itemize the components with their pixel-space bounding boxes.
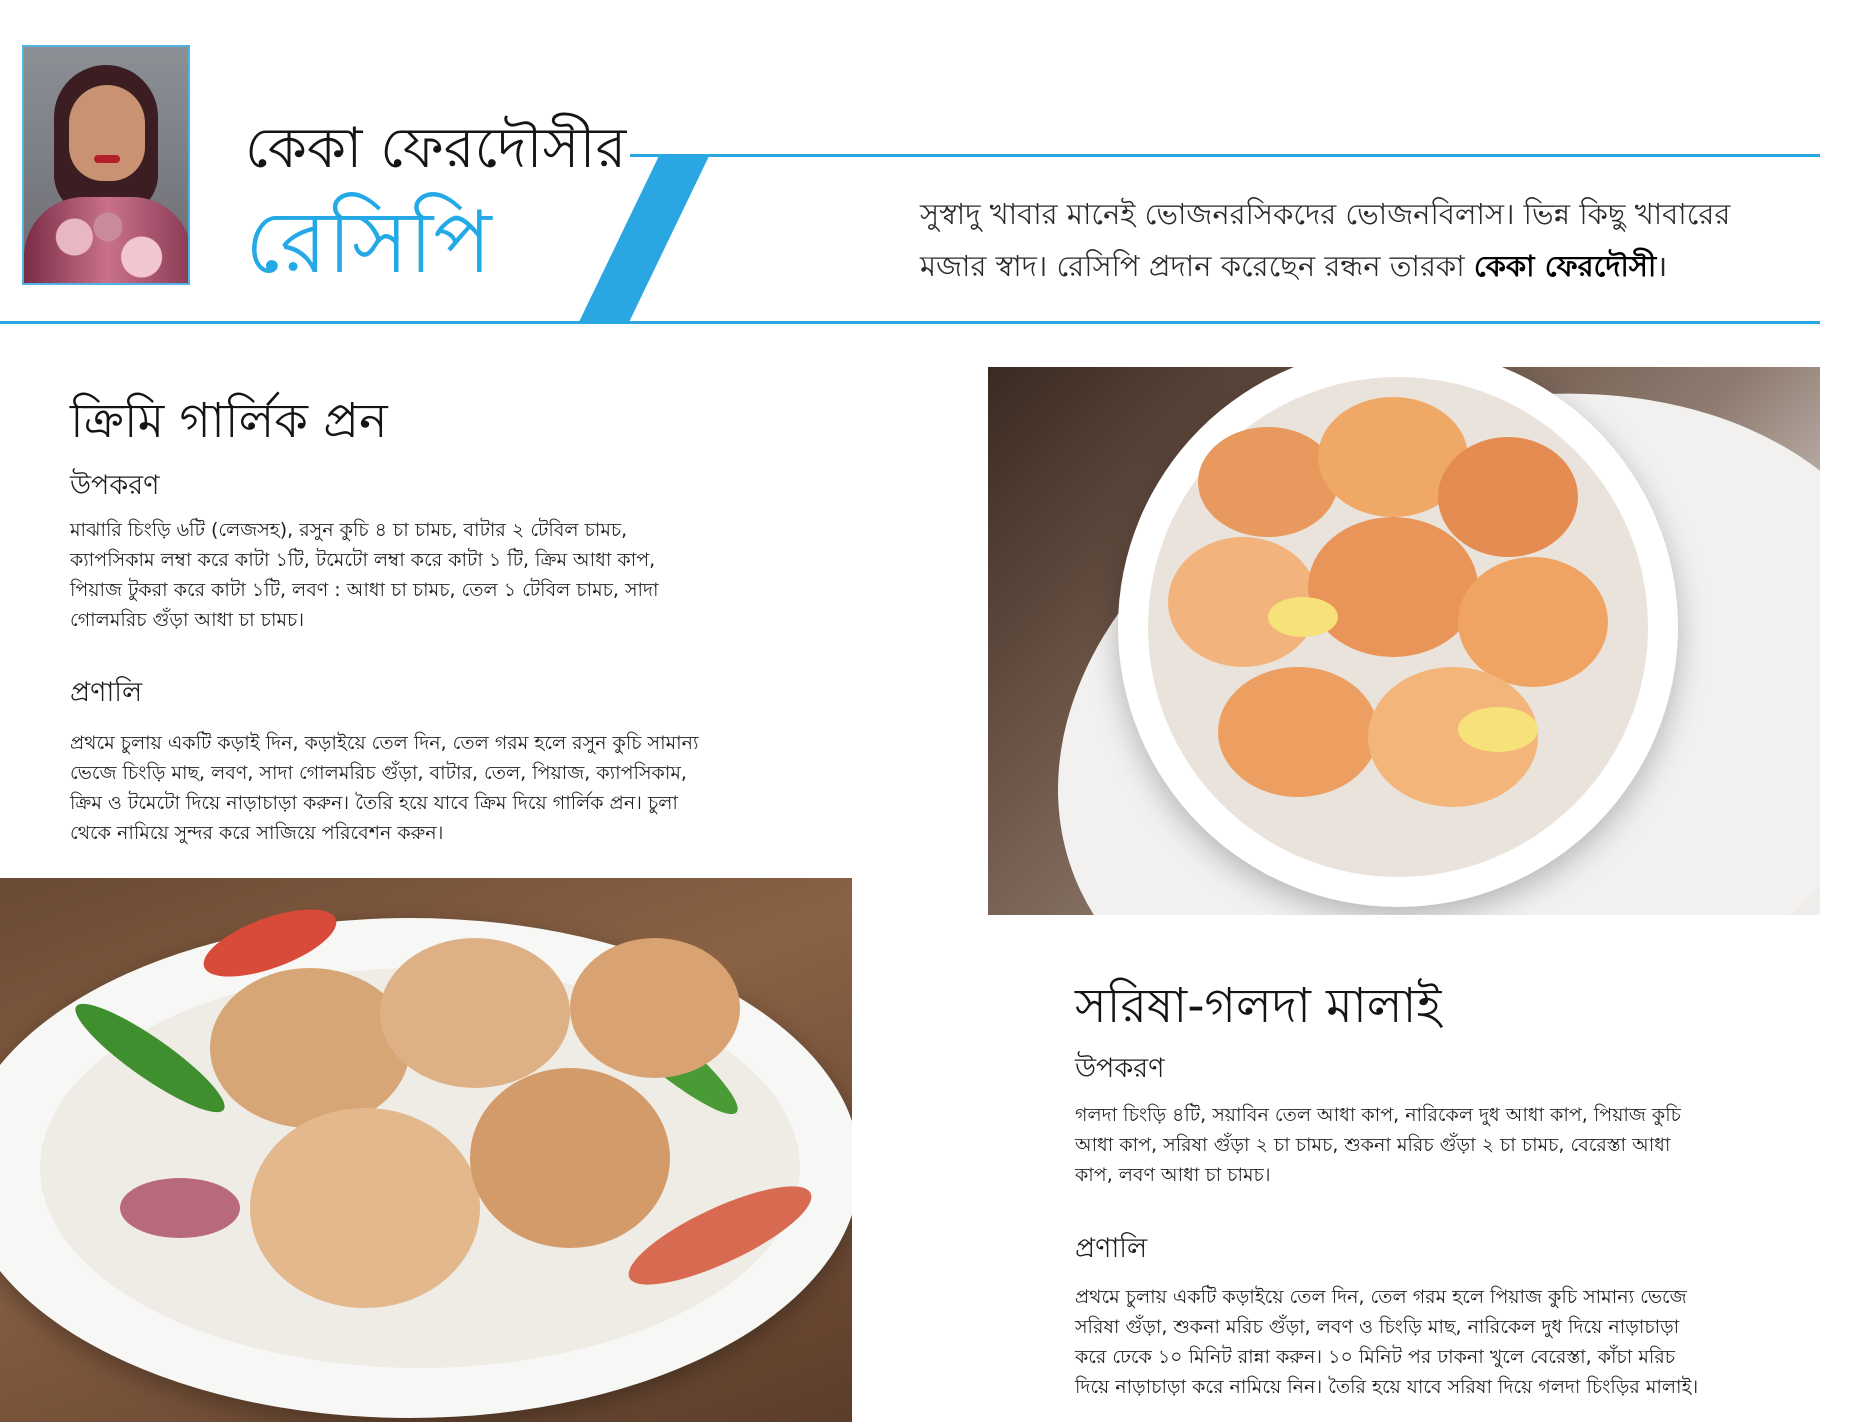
header-rule-bottom: [0, 321, 1820, 324]
header-rule-top: [630, 154, 1820, 157]
recipe-2-ingredients-heading: উপকরণ: [1075, 1053, 1165, 1084]
recipe-1-ingredients: মাঝারি চিংড়ি ৬টি (লেজসহ), রসুন কুচি ৪ চা চামচ, বাটার ২ টেবিল চামচ, ক্যাপসিকাম লম্বা করে কাটা ১টি, টমেটো লম্বা করে কাটা ১ টি, ক্রিম আধা কাপ, পিয়াজ টুকরা করে কাটা ১টি, লবণ : আধা চা চামচ, তেল ১ টেবিল চামচ, সাদা গোলমরিচ গুঁড়া আধা চা চামচ।: [70, 519, 659, 631]
author-title: কেকা ফেরদৌসীর: [245, 116, 627, 181]
recipe-1-ingredients-heading: উপকরণ: [70, 470, 160, 501]
recipe-1-method-heading: প্রণালি: [70, 677, 143, 708]
author-portrait: [22, 45, 190, 285]
recipe-2-title: সরিষা-গলদা মালাই: [1075, 978, 1442, 1034]
recipe-2-method-heading: প্রণালি: [1075, 1233, 1148, 1264]
creamy-prawn-photo: [0, 878, 852, 1422]
recipe-1-method: প্রথমে চুলায় একটি কড়াই দিন, কড়াইয়ে তেল দিন, তেল গরম হলে রসুন কুচি সামান্য ভেজে চিংড়ি মাছ, লবণ, সাদা গোলমরিচ গুঁড়া, বাটার, তেল, পিয়াজ, ক্যাপসিকাম, ক্রিম ও টমেটো দিয়ে নাড়াচাড়া করুন। তৈরি হয়ে যাবে ক্রিম দিয়ে গার্লিক প্রন। চুলা থেকে নামিয়ে সুন্দর করে সাজিয়ে পরিবেশন করুন।: [70, 732, 699, 844]
recipe-2-method: প্রথমে চুলায় একটি কড়াইয়ে তেল দিন, তেল গরম হলে পিয়াজ কুচি সামান্য ভেজে সরিষা গুঁড়া, শুকনা মরিচ গুঁড়া, লবণ ও চিংড়ি মাছ, নারিকেল দুধ দিয়ে নাড়াচাড়া করে ঢেকে ১০ মিনিট রান্না করুন। ১০ মিনিট পর ঢাকনা খুলে বেরেস্তা, কাঁচা মরিচ দিয়ে নাড়াচাড়া করে নামিয়ে নিন। তৈরি হয়ে যাবে সরিষা দিয়ে গলদা চিংড়ির মালাই।: [1075, 1286, 1699, 1398]
intro-author: কেকা ফেরদৌসী: [1473, 249, 1657, 283]
garlic-prawn-photo: [988, 367, 1820, 915]
section-title: রেসিপি: [245, 193, 492, 293]
recipe-1-title: ক্রিমি গার্লিক প্রন: [70, 393, 388, 449]
recipe-2-ingredients: গলদা চিংড়ি ৪টি, সয়াবিন তেল আধা কাপ, নারিকেল দুধ আধা কাপ, পিয়াজ কুচি আধা কাপ, সরিষা গুঁড়া ২ চা চামচ, শুকনা মরিচ গুঁড়া ২ চা চামচ, বেরেস্তা আধা কাপ, লবণ আধা চা চামচ।: [1075, 1104, 1681, 1186]
intro-paragraph: সুস্বাদু খাবার মানেই ভোজনরসিকদের ভোজনবিলাস। ভিন্ন কিছু খাবারের মজার স্বাদ। রেসিপি প্রদান করেছেন রন্ধন তারকা কেকা ফেরদৌসী।: [920, 197, 1731, 283]
